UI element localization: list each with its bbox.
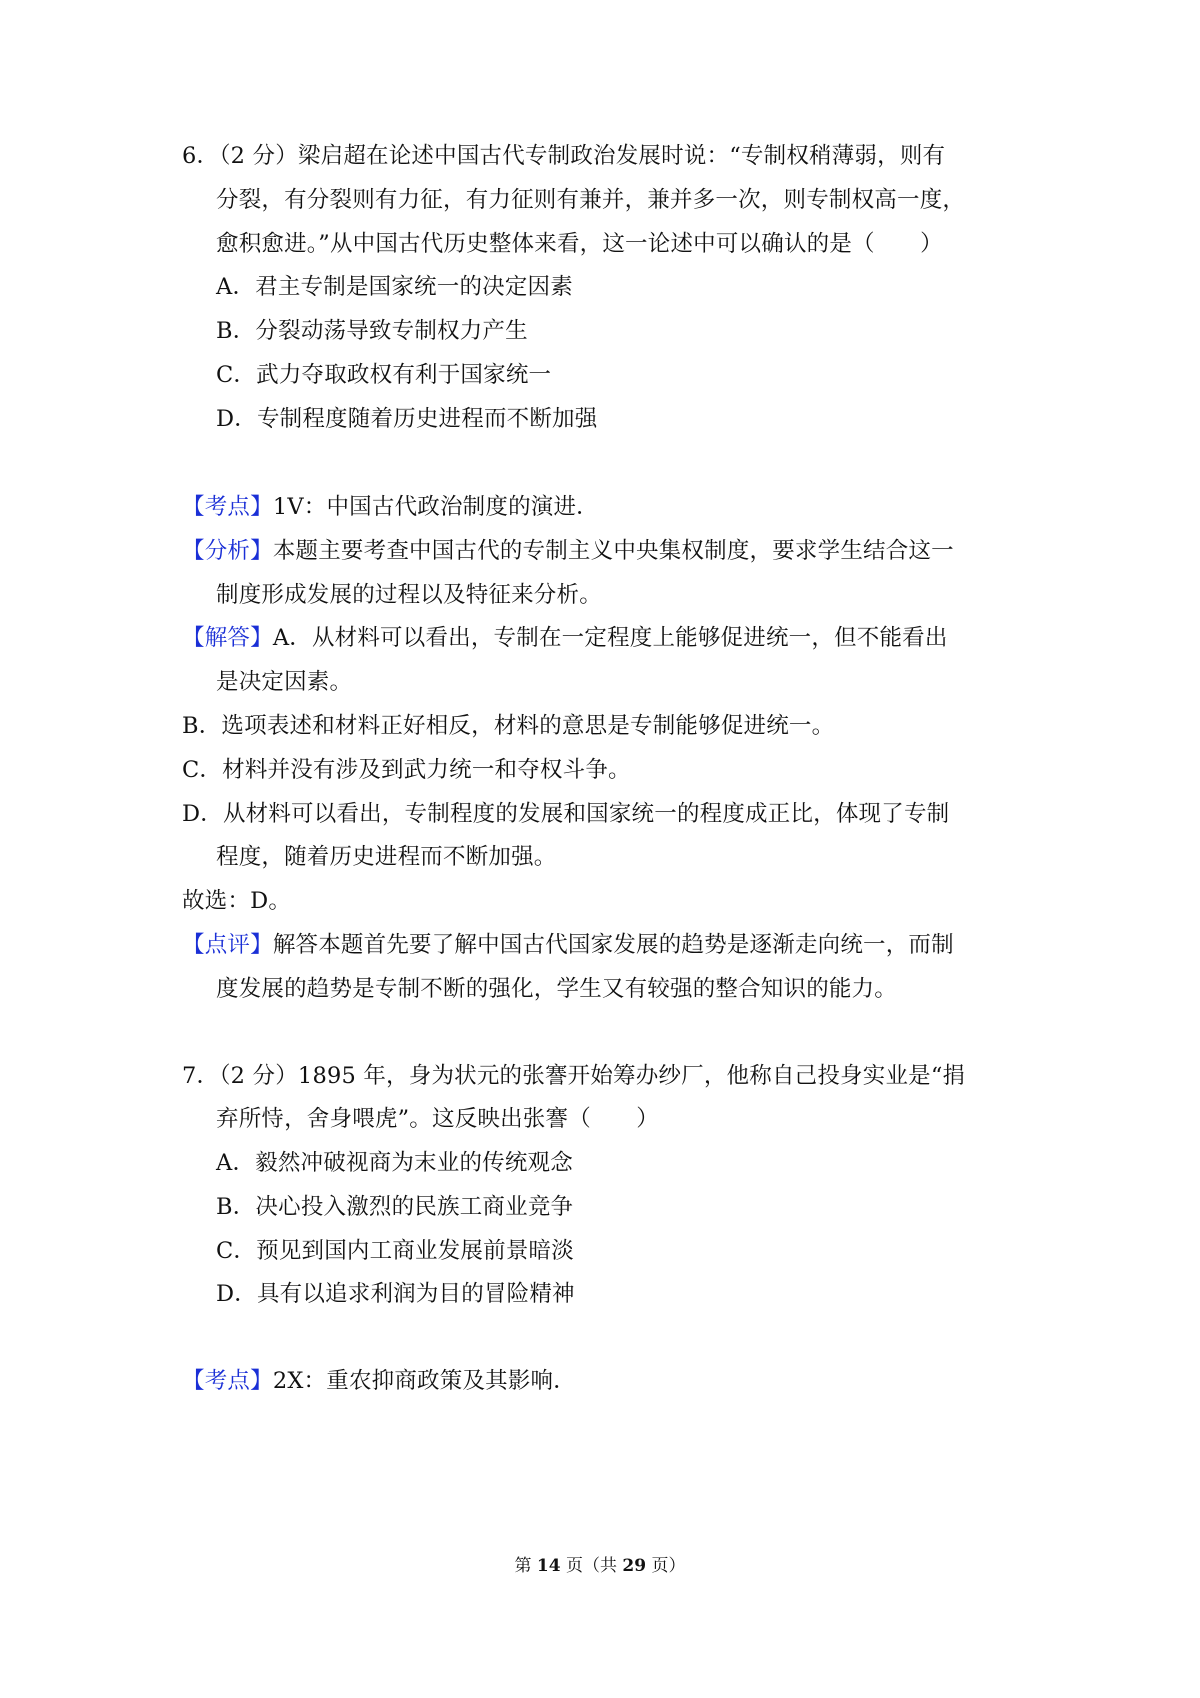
footer-prefix: 第	[514, 1556, 537, 1576]
q6-jieda-d1: D．从材料可以看出，专制程度的发展和国家统一的程度成正比，体现了专制	[182, 801, 950, 827]
footer-suffix: 页）	[646, 1556, 686, 1576]
q7-option-a: A．毅然冲破视商为末业的传统观念	[216, 1150, 573, 1176]
q6-dianping-text2: 度发展的趋势是专制不断的强化，学生又有较强的整合知识的能力。	[216, 976, 898, 1002]
q6-jieda-c: C．材料并没有涉及到武力统一和夺权斗争。	[182, 757, 631, 783]
q7-kaodian	[182, 1366, 576, 1396]
q7-kaodian-tag: 【考点】	[182, 1368, 273, 1394]
q7-stem-line1: 7．（2 分）1895 年，身为状元的张謇开始筹办纱厂，他称自己投身实业是“捐	[182, 1063, 966, 1089]
q7-option-d: D．具有以追求利润为目的冒险精神	[216, 1281, 575, 1307]
q6-stem-line3: 愈积愈进。”从中国古代历史整体来看，这一论述中可以确认的是（ ）	[216, 231, 943, 257]
q7-option-b: B．决心投入激烈的民族工商业竞争	[216, 1194, 574, 1220]
q6-dianping	[182, 930, 954, 960]
footer-middle: 页（共	[560, 1556, 623, 1576]
footer-total-pages: 29	[622, 1556, 647, 1576]
q7-kaodian-text: 2X：重农抑商政策及其影响．	[272, 1368, 576, 1394]
q6-kaodian-text: 1V：中国古代政治制度的演进．	[272, 494, 599, 520]
q6-option-c: C．武力夺取政权有利于国家统一	[216, 362, 552, 388]
page-footer	[0, 1554, 1200, 1578]
q6-stem-line1: 6．（2 分）梁启超在论述中国古代专制政治发展时说：“专制权稍薄弱，则有	[182, 143, 946, 169]
q6-jieda	[182, 623, 948, 653]
q7-option-c: C．预见到国内工商业发展前景暗淡	[216, 1238, 574, 1264]
q6-stem-line2: 分裂，有分裂则有力征，有力征则有兼并，兼并多一次，则专制权高一度，	[216, 187, 966, 213]
q6-answer: 故选：D。	[182, 888, 292, 914]
q6-fenxi	[182, 536, 954, 566]
q6-jieda-b: B．选项表述和材料正好相反，材料的意思是专制能够促进统一。	[182, 713, 835, 739]
q6-kaodian	[182, 492, 599, 522]
q6-jieda-text2: 是决定因素。	[216, 669, 353, 695]
q6-jieda-text1: A．从材料可以看出，专制在一定程度上能够促进统一，但不能看出	[272, 625, 948, 651]
q6-fenxi-text2: 制度形成发展的过程以及特征来分析。	[216, 582, 602, 608]
q6-dianping-tag: 【点评】	[182, 932, 273, 958]
q6-jieda-d2: 程度，随着历史进程而不断加强。	[216, 844, 557, 870]
q6-kaodian-tag: 【考点】	[182, 494, 273, 520]
footer-page-number: 14	[536, 1556, 561, 1576]
q6-option-a: A．君主专制是国家统一的决定因素	[216, 274, 573, 300]
q6-jieda-tag: 【解答】	[182, 625, 273, 651]
q6-dianping-text1: 解答本题首先要了解中国古代国家发展的趋势是逐渐走向统一，而制	[272, 932, 954, 958]
q6-fenxi-text1: 本题主要考查中国古代的专制主义中央集权制度，要求学生结合这一	[272, 538, 954, 564]
q6-option-b: B．分裂动荡导致专制权力产生	[216, 318, 528, 344]
q7-stem-line2: 弃所恃，舍身喂虎”。这反映出张謇（ ）	[216, 1106, 660, 1132]
q6-option-d: D．专制程度随着历史进程而不断加强	[216, 406, 598, 432]
q6-fenxi-tag: 【分析】	[182, 538, 273, 564]
